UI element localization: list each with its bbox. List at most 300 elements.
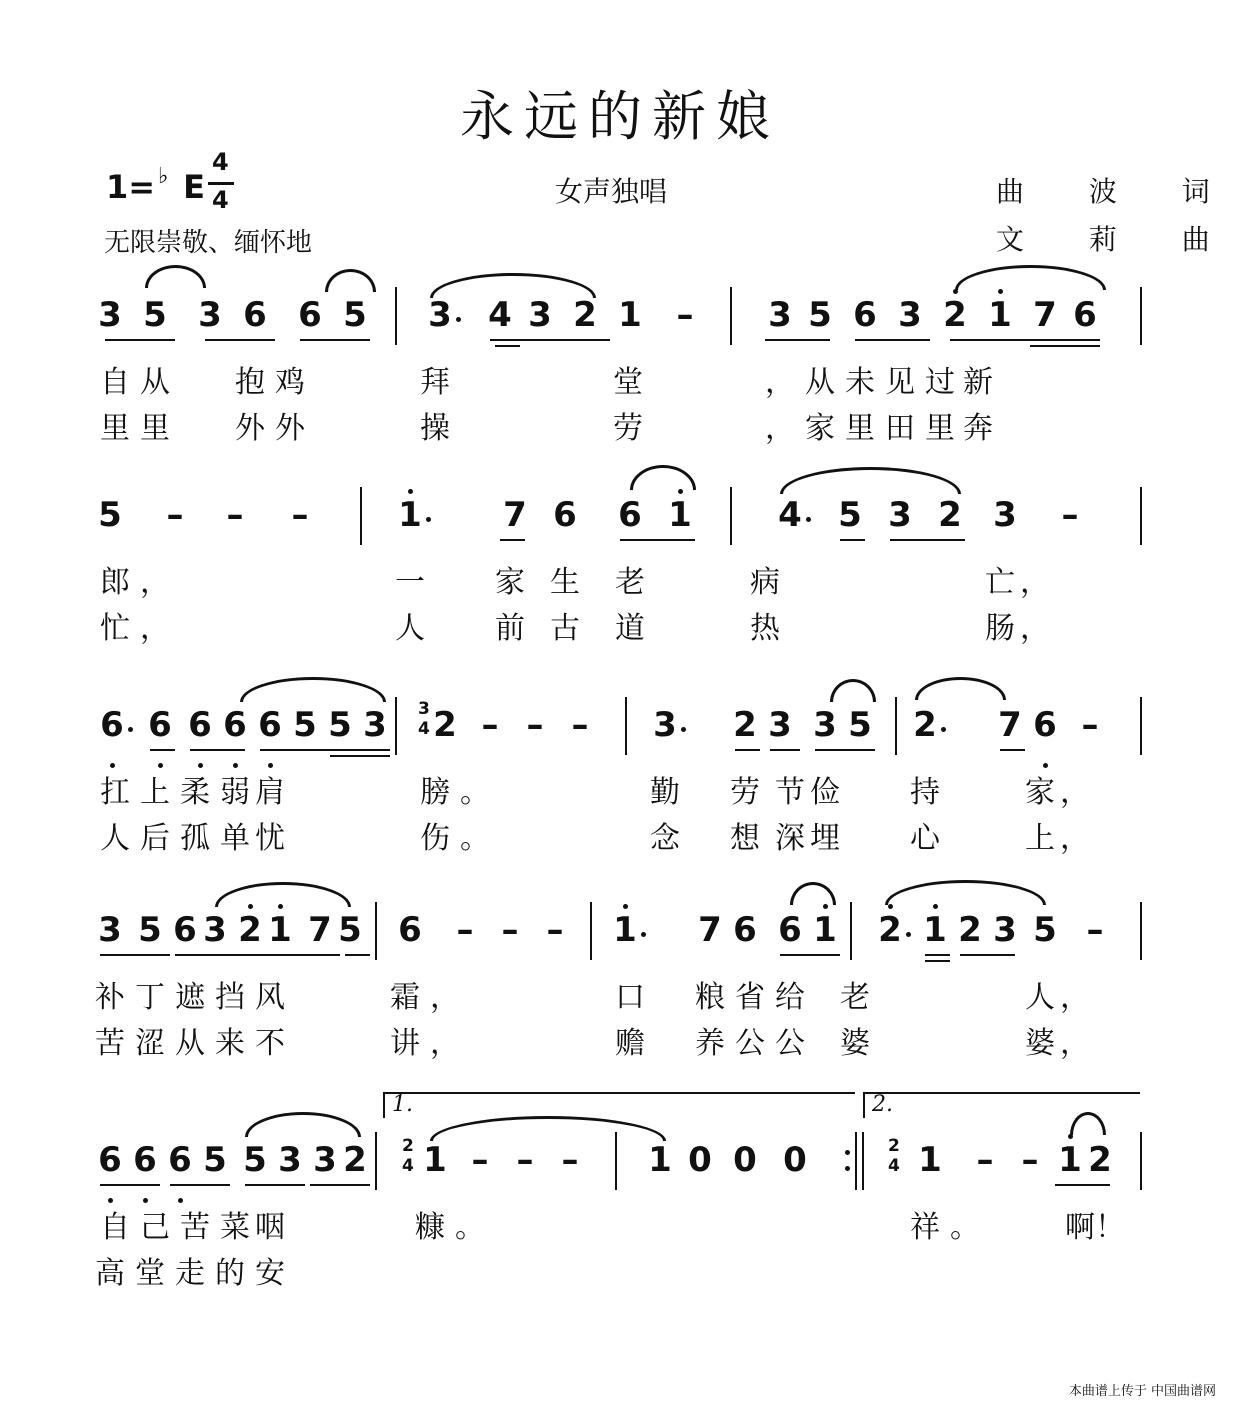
jianpu-note: 1 [618,295,642,335]
lyric-char: 糠 [415,1210,445,1245]
jianpu-note: 3 [198,295,222,335]
lyric-char: 走 [175,1256,205,1291]
augmentation-dot [906,932,911,937]
barline [730,287,732,345]
jianpu-note: 5 [293,705,317,745]
jianpu-note: 6 [553,495,577,535]
dash-note: – [456,910,474,950]
lyric-char: ， [1060,821,1090,856]
lyric-char: 田 [885,411,915,446]
jianpu-note: 7 [698,910,722,950]
augmentation-dot [426,517,431,522]
jianpu-note: 3 [813,705,837,745]
volta-label-2: 2. [872,1092,893,1117]
jianpu-note: 3 [98,910,122,950]
dash-note: – [226,495,244,535]
jianpu-note: 3 [98,295,122,335]
dash-note: – [166,495,184,535]
lyric-char: 人 [395,611,425,646]
lyric-char: 从 [175,1026,205,1061]
lyric-char: 鸡 [275,365,305,400]
composer-credit: 文 莉 曲 [996,223,1238,256]
beam-underline [890,539,965,541]
lyric-char: 亡 [985,565,1015,600]
jianpu-note: 5 [838,495,862,535]
lyric-char: 。 [460,775,490,810]
lyric-char: 老 [840,980,870,1015]
beam-underline [495,345,520,347]
jianpu-note: 3 [313,1140,337,1180]
beam-underline [815,749,875,751]
lyric-char: 外 [275,411,305,446]
barline [1140,902,1142,960]
barline [1140,1132,1142,1190]
lyric-char: 前 [495,611,525,646]
jianpu-note: 3 [653,705,677,745]
lyric-char: ， [1060,775,1090,810]
lyric-char: 过 [925,365,955,400]
dash-note: – [1081,705,1099,745]
jianpu-note: 7 [503,495,527,535]
dash-note: – [1086,910,1104,950]
slur-arc [215,882,351,907]
jianpu-note: 5 [203,1140,227,1180]
beam-underline [190,749,245,751]
lyric-char: 劳 [730,775,760,810]
lyric-char: 省 [735,980,765,1015]
jianpu-note: 6 [733,910,757,950]
lyric-char: 伤 [420,821,450,856]
beam-underline [960,954,1015,956]
lyric-char: 自 [100,1210,130,1245]
lyric-char: 婆 [840,1026,870,1061]
barline [855,1132,857,1190]
lyric-char: 后 [140,821,170,856]
meter-change: 4 [418,719,430,739]
jianpu-note: 6 [98,1140,122,1180]
dash-note: – [471,1140,489,1180]
jianpu-note: 2 [573,295,597,335]
meter-change: 4 [402,1156,414,1176]
jianpu-note: 3 [278,1140,302,1180]
lyric-char: 养 [695,1026,725,1061]
lyric-char: 苦 [180,1210,210,1245]
jianpu-note: 5 [98,495,122,535]
lyric-char: 补 [95,980,125,1015]
lyric-char: 霜 [390,980,420,1015]
repeat-dot [845,1166,850,1171]
jianpu-note: 3 [428,295,452,335]
lyric-char: 古 [550,611,580,646]
beam-underline [1055,1184,1110,1186]
slur-arc [145,265,206,288]
lyric-char: 节 [775,775,805,810]
jianpu-note: 2 [343,1140,367,1180]
beam-underline [765,339,830,341]
lyric-char: 家 [805,411,835,446]
jianpu-note: 6 [1073,295,1097,335]
time-signature-line [208,182,234,185]
lyricist-credit: 曲 波 词 [996,175,1238,208]
lyric-char: 来 [215,1026,245,1061]
octave-dot-upper [623,904,628,909]
beam-underline [300,339,370,341]
beam-underline [770,749,800,751]
dash-note: – [676,295,694,335]
beam-underline [780,954,840,956]
jianpu-note: 6 [398,910,422,950]
jianpu-note: 2 [913,705,937,745]
lyric-char: 生 [550,565,580,600]
lyric-char: ， [430,980,460,1015]
lyric-char: 扛 [100,775,130,810]
beam-underline [330,755,390,757]
jianpu-note: 0 [733,1140,757,1180]
lyric-char: 安 [255,1256,285,1291]
augmentation-dot [681,727,686,732]
barline [862,1132,864,1190]
beam-underline [840,539,865,541]
jianpu-note: 6 [188,705,212,745]
jianpu-note: 6 [243,295,267,335]
lyric-char: 肠 [985,611,1015,646]
lyric-char: 咽 [255,1210,285,1245]
lyric-char: ， [765,411,795,446]
jianpu-note: 3 [768,295,792,335]
lyric-char: 高 [95,1256,125,1291]
octave-dot-upper [953,289,958,294]
jianpu-note: 2 [733,705,757,745]
slur-arc [430,1116,666,1141]
jianpu-note: 1 [918,1140,942,1180]
lyric-char: ， [1060,980,1090,1015]
lyric-char: ， [140,565,170,600]
lyric-char: 一 [395,565,425,600]
beam-underline [245,1184,305,1186]
lyric-char: 劳 [613,411,643,446]
dash-note: – [291,495,309,535]
lyric-char: 心 [910,821,940,856]
lyric-char: 自 [100,365,130,400]
jianpu-note: 3 [888,495,912,535]
jianpu-note: 6 [298,295,322,335]
beam-underline [260,749,390,751]
lyric-char: 上 [140,775,170,810]
jianpu-note: 1 [423,1140,447,1180]
dash-note: – [481,705,499,745]
jianpu-note: 6 [223,705,247,745]
volta-bracket-2 [863,1092,1140,1094]
barline [1140,697,1142,755]
dash-note: – [1061,495,1079,535]
meter-change: 4 [888,1156,900,1176]
augmentation-dot [128,727,133,732]
octave-dot-upper [888,904,893,909]
barline [590,902,592,960]
lyric-char: 孤 [180,821,210,856]
barline [375,1132,377,1190]
lyric-char: ， [1020,565,1050,600]
lyric-char: 单 [220,821,250,856]
barline [375,902,377,960]
lyric-char: 家 [1025,775,1055,810]
volta-bracket-2-edge [863,1092,865,1118]
octave-dot-upper [998,289,1003,294]
lyric-char: 忧 [255,821,285,856]
augmentation-dot [941,727,946,732]
lyric-char: 埋 [810,821,840,856]
lyric-char: ！ [1095,1210,1125,1245]
lyric-char: 抱 [235,365,265,400]
flat-sign: ♭ [158,164,169,189]
lyric-char: 里 [845,411,875,446]
lyric-char: 病 [750,565,780,600]
dash-note: – [546,910,564,950]
lyric-char: 从 [140,365,170,400]
jianpu-note: 6 [168,1140,192,1180]
time-signature-top: 4 [212,148,229,176]
slur-arc [955,265,1106,290]
slur-arc [1070,1112,1106,1135]
barline [360,487,362,545]
volta-bracket-1 [383,1092,855,1094]
beam-underline [100,954,170,956]
lyric-char: 苦 [95,1026,125,1061]
meter-change: 2 [888,1136,900,1156]
slur-arc [240,677,386,702]
lyric-char: 粮 [695,980,725,1015]
lyric-char: 。 [460,821,490,856]
barline [625,697,627,755]
lyric-char: 祥 [910,1210,940,1245]
beam-underline [175,954,240,956]
lyric-char: 肩 [255,775,285,810]
jianpu-note: 2 [938,495,962,535]
dash-note: – [526,705,544,745]
lyric-char: 赡 [615,1026,645,1061]
lyric-char: 奔 [963,411,993,446]
jianpu-note: 4 [488,295,512,335]
lyric-char: ， [1060,1026,1090,1061]
lyric-char: 从 [805,365,835,400]
repeat-dot [845,1150,850,1155]
lyric-char: 啊 [1065,1210,1095,1245]
lyric-char: 婆 [1025,1026,1055,1061]
lyric-char: 人 [100,821,130,856]
beam-underline [855,339,930,341]
jianpu-note: 3 [898,295,922,335]
barline [1140,287,1142,345]
octave-dot-upper [823,904,828,909]
lyric-char: 堂 [613,365,643,400]
lyric-char: 想 [730,821,760,856]
jianpu-note: 3 [768,705,792,745]
jianpu-note: 6 [778,910,802,950]
lyric-char: 里 [925,411,955,446]
jianpu-note: 4 [778,495,802,535]
jianpu-note: 5 [343,295,367,335]
jianpu-note: 6 [100,705,124,745]
volta-bracket-1-edge [383,1092,385,1118]
lyric-char: 给 [775,980,805,1015]
barline [850,902,852,960]
jianpu-note: 6 [133,1140,157,1180]
jianpu-note: 1 [613,910,637,950]
barline [730,487,732,545]
jianpu-note: 1 [813,910,837,950]
beam-underline [1000,749,1025,751]
footer-credit: 本曲谱上传于 中国曲谱网 [1068,1384,1216,1399]
performance-type: 女声独唱 [555,175,668,208]
jianpu-note: 5 [243,1140,267,1180]
lyric-char: 公 [735,1026,765,1061]
lyric-char: 俭 [810,775,840,810]
beam-underline [620,539,695,541]
jianpu-note: 1 [268,910,292,950]
dash-note: – [501,910,519,950]
octave-dot-upper [408,489,413,494]
jianpu-note: 6 [173,910,197,950]
barline [895,697,897,755]
lyric-char: 道 [615,611,645,646]
jianpu-note: 6 [258,705,282,745]
meter-change: 2 [402,1136,414,1156]
lyric-char: 里 [100,411,130,446]
octave-dot-upper [678,489,683,494]
dash-note: – [516,1140,534,1180]
lyric-char: ， [765,365,795,400]
song-title: 永远的新娘 [460,85,780,148]
jianpu-note: 2 [943,295,967,335]
jianpu-note: 6 [618,495,642,535]
lyric-char: 深 [775,821,805,856]
lyric-char: 遮 [175,980,205,1015]
lyric-char: 弱 [220,775,250,810]
lyric-char: 勤 [650,775,680,810]
jianpu-note: 5 [338,910,362,950]
slur-arc [790,882,836,905]
lyric-char: 。 [950,1210,980,1245]
jianpu-note: 5 [808,295,832,335]
key-signature: 1= E [106,168,205,206]
jianpu-note: 2 [433,705,457,745]
jianpu-note: 5 [328,705,352,745]
jianpu-note: 7 [308,910,332,950]
lyric-char: 外 [235,411,265,446]
slur-arc [325,269,376,292]
time-signature-bottom: 4 [212,186,229,214]
lyric-char: 忙 [100,611,130,646]
lyric-char: 热 [750,611,780,646]
slur-arc [630,465,696,490]
dash-note: – [561,1140,579,1180]
lyric-char: 挡 [215,980,245,1015]
jianpu-note: 1 [398,495,422,535]
jianpu-note: 3 [528,295,552,335]
jianpu-note: 3 [993,495,1017,535]
lyric-char: 念 [650,821,680,856]
lyric-char: 老 [615,565,645,600]
lyric-char: ， [140,611,170,646]
lyric-char: 膀 [420,775,450,810]
jianpu-note: 6 [148,705,172,745]
lyric-char: 公 [775,1026,805,1061]
jianpu-note: 7 [1033,295,1057,335]
jianpu-note: 3 [363,705,387,745]
augmentation-dot [641,932,646,937]
beam-underline [170,1184,230,1186]
slur-arc [915,677,1006,700]
slur-arc [780,467,961,494]
lyric-char: 里 [140,411,170,446]
lyric-char: 上 [1025,821,1055,856]
slur-arc [830,679,876,702]
lyric-char: 菜 [220,1210,250,1245]
lyric-char: 操 [420,411,450,446]
beam-underline [240,954,340,956]
jianpu-note: 2 [878,910,902,950]
barline [395,287,397,345]
lyric-char: 丁 [135,980,165,1015]
lyric-char: ， [1020,611,1050,646]
jianpu-note: 5 [143,295,167,335]
lyric-char: 风 [255,980,285,1015]
lyric-char: 拜 [420,365,450,400]
lyric-char: 柔 [180,775,210,810]
lyric-char: 持 [910,775,940,810]
jianpu-note: 2 [958,910,982,950]
meter-change: 3 [418,699,430,719]
beam-underline [1030,345,1100,347]
lyric-char: 郎 [100,565,130,600]
lyric-char: 家 [495,565,525,600]
jianpu-note: 2 [1088,1140,1112,1180]
jianpu-note: 0 [688,1140,712,1180]
beam-underline [205,339,275,341]
slur-arc [245,1112,361,1137]
dash-note: – [571,705,589,745]
lyric-char: ， [430,1026,460,1061]
jianpu-note: 6 [1033,705,1057,745]
slur-arc [885,880,1046,905]
beam-underline [345,954,370,956]
beam-underline [500,539,525,541]
lyric-char: 己 [140,1210,170,1245]
beam-underline [925,954,950,956]
jianpu-note: 5 [848,705,872,745]
beam-underline [925,960,950,962]
jianpu-note: 1 [668,495,692,535]
beam-underline [950,339,1100,341]
augmentation-dot [456,317,461,322]
jianpu-note: 5 [138,910,162,950]
jianpu-note: 1 [923,910,947,950]
beam-underline [735,749,760,751]
lyric-char: 。 [455,1210,485,1245]
beam-underline [490,339,610,341]
jianpu-note: 1 [648,1140,672,1180]
volta-label-1: 1. [392,1092,413,1117]
lyric-char: 口 [615,980,645,1015]
slur-arc [430,273,596,298]
jianpu-note: 6 [853,295,877,335]
lyric-char: 讲 [390,1026,420,1061]
lyric-char: 的 [215,1256,245,1291]
beam-underline [150,749,175,751]
dash-note: – [976,1140,994,1180]
jianpu-note: 3 [993,910,1017,950]
octave-dot-upper [1068,1134,1073,1139]
